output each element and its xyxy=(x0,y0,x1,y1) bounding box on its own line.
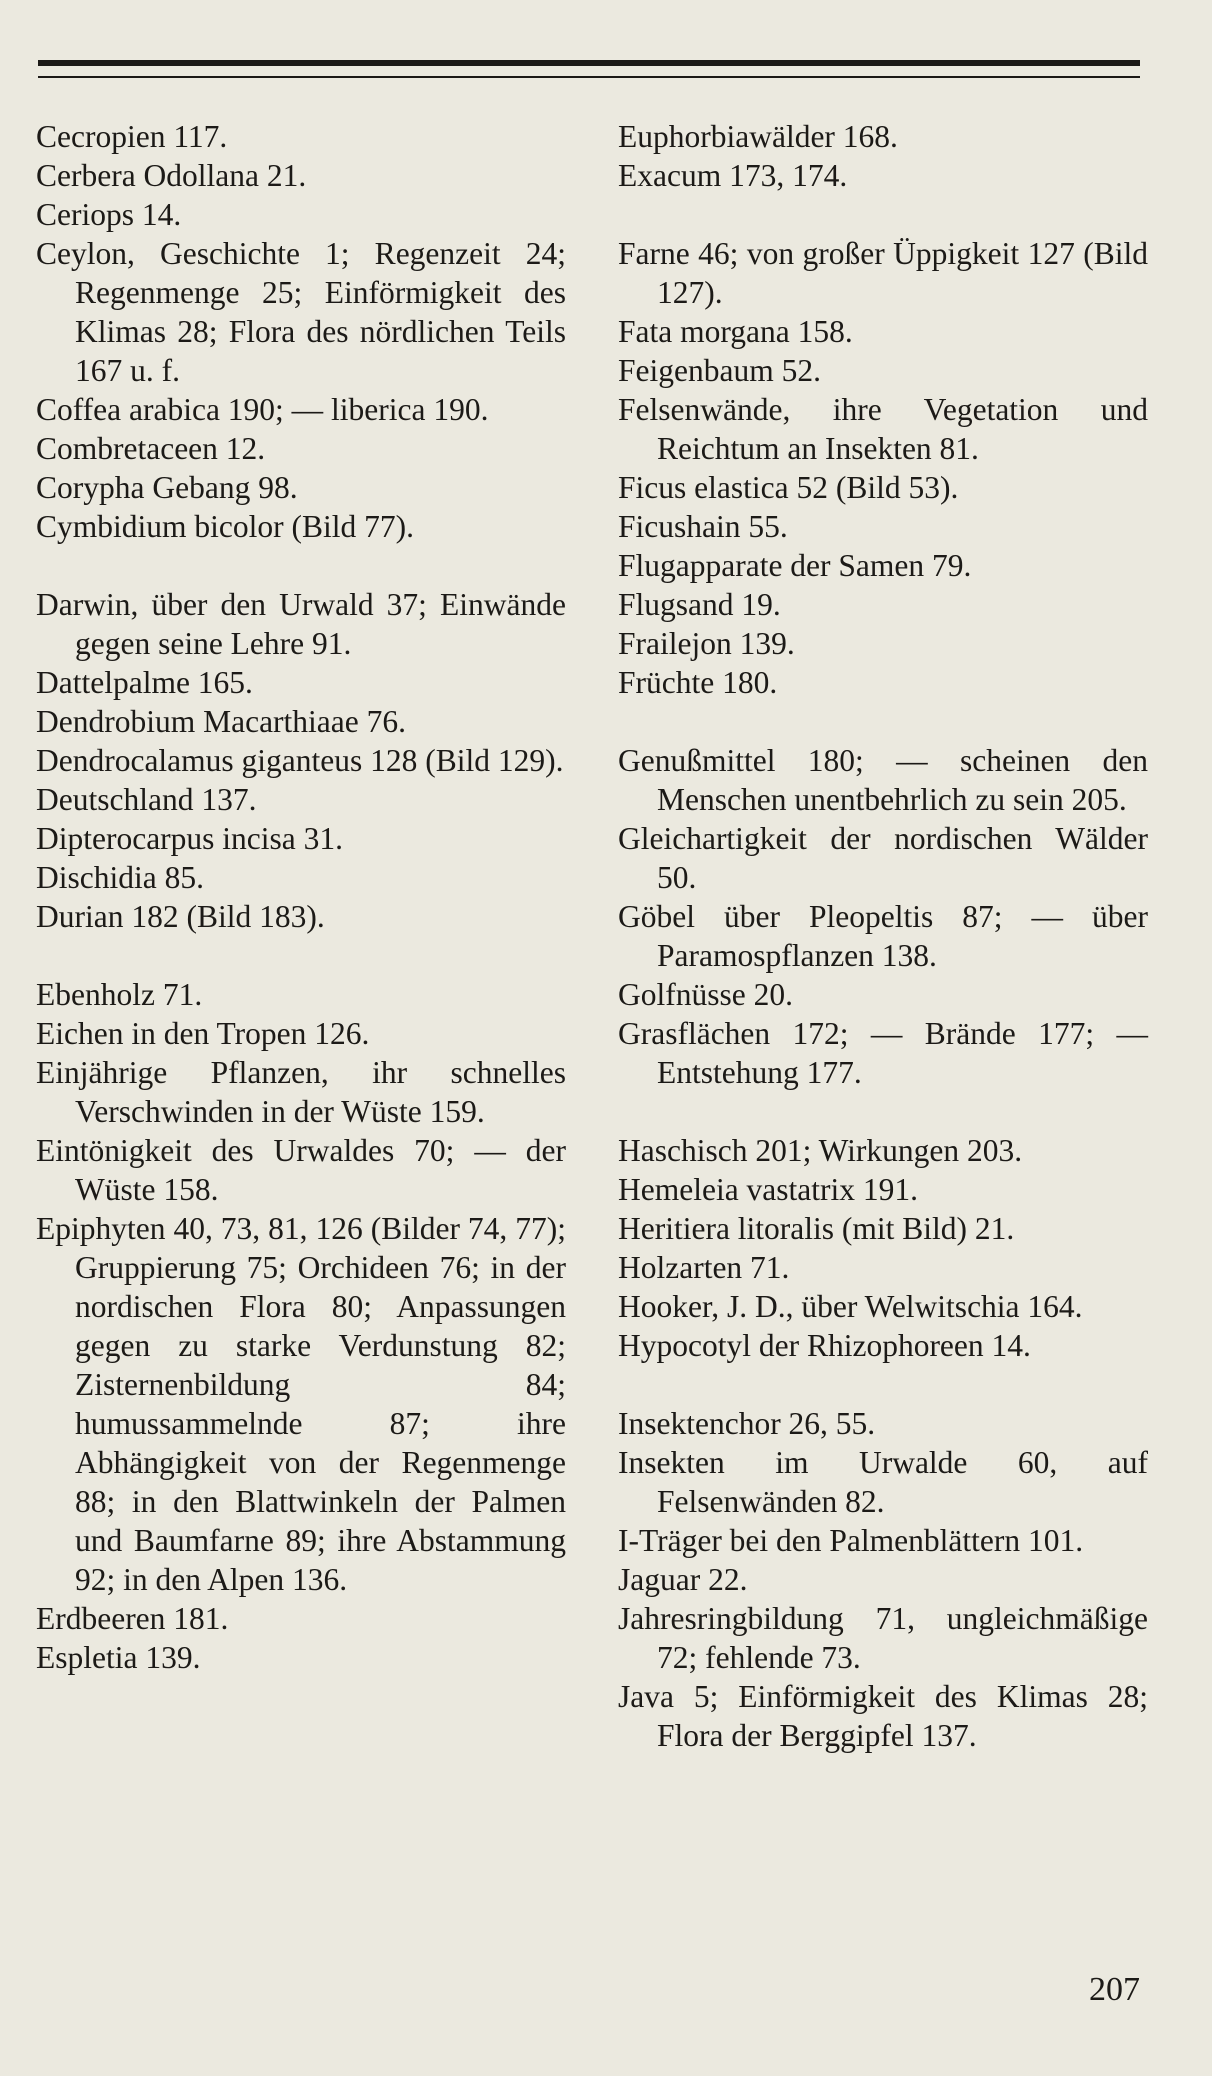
index-group-h xyxy=(618,1131,1148,1365)
index-entry: Genußmittel 180; — scheinen den Menschen unentbehrlich zu sein 205. xyxy=(618,743,1148,817)
index-entry: Einjährige Pflanzen, ihr schnelles Verschwinden in der Wüste 159. xyxy=(36,1055,566,1129)
index-entry: Deutschland 137. xyxy=(36,782,257,817)
index-entry: Darwin, über den Urwald 37; Einwände gegen seine Lehre 91. xyxy=(36,587,566,661)
index-entry: Früchte 180. xyxy=(618,665,778,700)
index-entry: Ebenholz 71. xyxy=(36,977,203,1012)
index-group-d xyxy=(36,585,566,936)
index-entry: Espletia 139. xyxy=(36,1640,201,1675)
index-entry: Insektenchor 26, 55. xyxy=(618,1406,876,1441)
index-entry: Combretaceen 12. xyxy=(36,431,266,466)
index-column-left xyxy=(36,117,566,1677)
index-group-f xyxy=(618,234,1148,702)
group-spacer xyxy=(36,546,566,585)
index-entry: Hooker, J. D., über Welwitschia 164. xyxy=(618,1289,1083,1324)
index-entry: Felsenwände, ihre Vegetation und Reichtum an Insekten 81. xyxy=(618,392,1148,466)
header-rule-thin xyxy=(38,76,1140,78)
index-entry: Dattelpalme 165. xyxy=(36,665,253,700)
index-group-e-continued xyxy=(618,117,1148,195)
index-entry: Insekten im Urwalde 60, auf Felsenwänden 82. xyxy=(618,1445,1148,1519)
index-entry: Flugapparate der Samen 79. xyxy=(618,548,972,583)
index-entry: Dendrocalamus giganteus 128 (Bild 129). xyxy=(36,743,564,778)
index-entry: Durian 182 (Bild 183). xyxy=(36,899,325,934)
index-entry: Exacum 173, 174. xyxy=(618,158,848,193)
index-group-i-j xyxy=(618,1404,1148,1755)
index-entry: Eichen in den Tropen 126. xyxy=(36,1016,370,1051)
index-entry: Hemeleia vastatrix 191. xyxy=(618,1172,919,1207)
index-entry: Feigenbaum 52. xyxy=(618,353,821,388)
index-entry: Ficus elastica 52 (Bild 53). xyxy=(618,470,959,505)
index-entry: Euphorbiawälder 168. xyxy=(618,119,898,154)
index-entry: Dipterocarpus incisa 31. xyxy=(36,821,344,856)
index-entry: Dendrobium Macarthiaae 76. xyxy=(36,704,406,739)
index-entry: Cecropien 117. xyxy=(36,119,228,154)
group-spacer xyxy=(618,702,1148,741)
header-rule-thick xyxy=(38,60,1140,66)
index-column-right xyxy=(618,117,1148,1755)
index-entry: Eintönigkeit des Urwaldes 70; — der Wüste 158. xyxy=(36,1133,566,1207)
index-entry: Epiphyten 40, 73, 81, 126 (Bilder 74, 77); Gruppierung 75; Orchideen 76; in der nordischen Flora 80; Anpassungen gegen zu starke Verdunstung 82; Zisternenbildung 84; humussammelnde 87; ihre Abhängigkeit von der Regenmenge 88; in den Blattwinkeln der Palmen und Baumfarne 89; ihre Abstammung 92; in den Alpen 136. xyxy=(36,1211,566,1597)
index-entry: Hypocotyl der Rhizophoreen 14. xyxy=(618,1328,1031,1363)
index-entry: Dischidia 85. xyxy=(36,860,204,895)
index-entry: Cerbera Odollana 21. xyxy=(36,158,307,193)
index-entry: Jaguar 22. xyxy=(618,1562,748,1597)
index-entry: Haschisch 201; Wirkungen 203. xyxy=(618,1133,1023,1168)
index-entry: Farne 46; von großer Üppigkeit 127 (Bild 127). xyxy=(618,236,1148,310)
index-group-e xyxy=(36,975,566,1677)
index-entry: Coffea arabica 190; — liberica 190. xyxy=(36,392,489,427)
index-entry: Corypha Gebang 98. xyxy=(36,470,298,505)
index-entry: Frailejon 139. xyxy=(618,626,795,661)
index-entry: Grasflächen 172; — Brände 177; — Entstehung 177. xyxy=(618,1016,1148,1090)
index-entry: Ficushain 55. xyxy=(618,509,788,544)
index-entry: Cymbidium bicolor (Bild 77). xyxy=(36,509,414,544)
index-group-c xyxy=(36,117,566,546)
index-entry: Golfnüsse 20. xyxy=(618,977,793,1012)
index-entry: Göbel über Pleopeltis 87; — über Paramospflanzen 138. xyxy=(618,899,1148,973)
index-entry: Erdbeeren 181. xyxy=(36,1601,229,1636)
group-spacer xyxy=(618,1365,1148,1404)
index-entry: I-Träger bei den Palmenblättern 101. xyxy=(618,1523,1084,1558)
group-spacer xyxy=(36,936,566,975)
index-entry: Fata morgana 158. xyxy=(618,314,853,349)
index-entry: Flugsand 19. xyxy=(618,587,781,622)
index-entry: Java 5; Einförmigkeit des Klimas 28; Flora der Berggipfel 137. xyxy=(618,1679,1148,1753)
index-entry: Holzarten 71. xyxy=(618,1250,790,1285)
index-entry: Gleichartigkeit der nordischen Wälder 50. xyxy=(618,821,1148,895)
index-entry: Heritiera litoralis (mit Bild) 21. xyxy=(618,1211,1015,1246)
page-number: 207 xyxy=(1089,1971,1140,2008)
group-spacer xyxy=(618,195,1148,234)
index-group-g xyxy=(618,741,1148,1092)
group-spacer xyxy=(618,1092,1148,1131)
index-entry: Ceylon, Geschichte 1; Regenzeit 24; Regenmenge 25; Einförmigkeit des Klimas 28; Flora des nördlichen Teils 167 u. f. xyxy=(36,236,566,388)
index-entry: Ceriops 14. xyxy=(36,197,182,232)
index-entry: Jahresringbildung 71, ungleichmäßige 72; fehlende 73. xyxy=(618,1601,1148,1675)
